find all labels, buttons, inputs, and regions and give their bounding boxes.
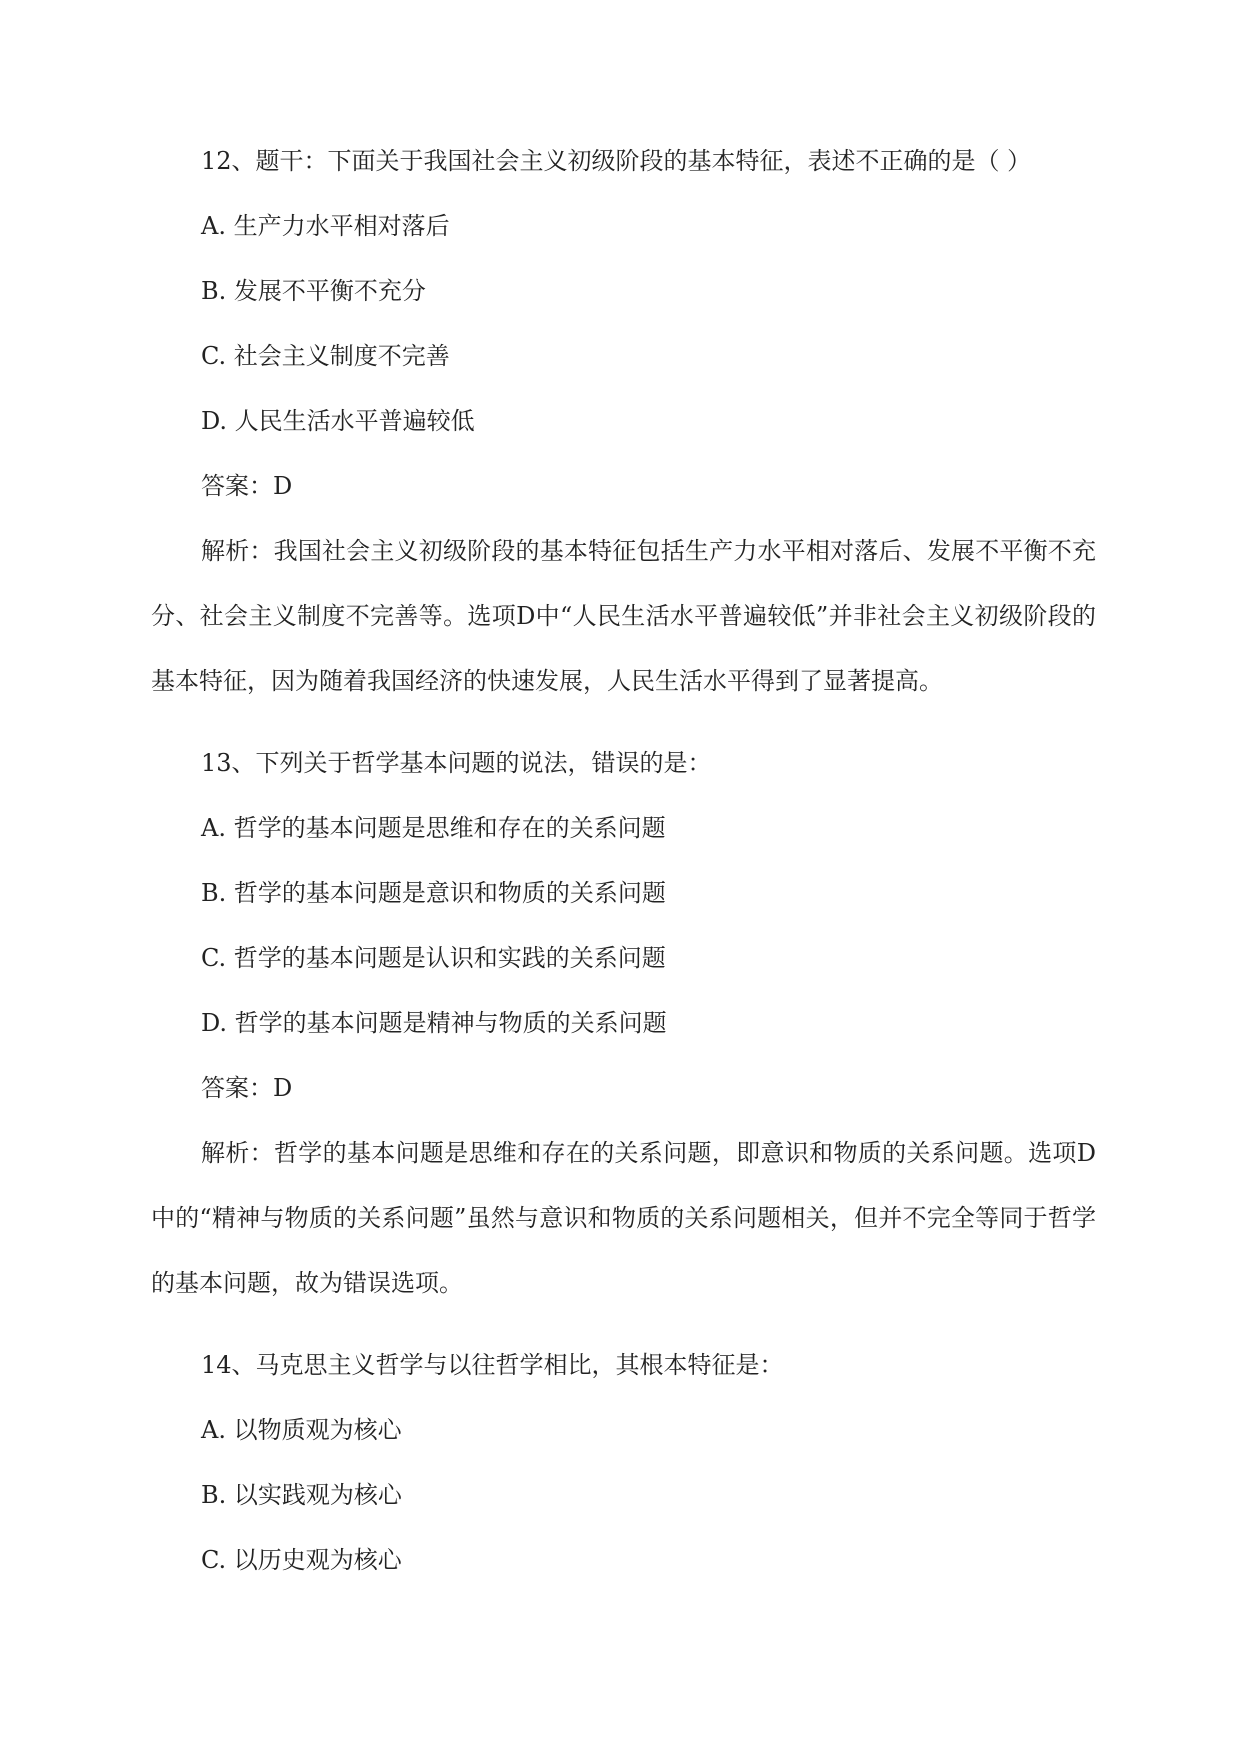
answer: 答案：D (201, 1074, 293, 1102)
question-12 (151, 145, 1096, 714)
explanation (151, 519, 1096, 714)
option-d: D. 人民生活水平普遍较低 (201, 407, 475, 435)
option-c: C. 社会主义制度不完善 (201, 342, 450, 370)
option-c: C. 哲学的基本问题是认识和实践的关系问题 (201, 944, 666, 972)
question-13 (151, 747, 1096, 1316)
option-a: A. 生产力水平相对落后 (201, 212, 450, 240)
question-title: 13、下列关于哲学基本问题的说法，错误的是： (201, 749, 712, 777)
option-b: B. 发展不平衡不充分 (201, 277, 426, 305)
option-a: A. 以物质观为核心 (201, 1416, 402, 1444)
option-d: D. 哲学的基本问题是精神与物质的关系问题 (201, 1009, 667, 1037)
option-a: A. 哲学的基本问题是思维和存在的关系问题 (201, 814, 666, 842)
option-c: C. 以历史观为核心 (201, 1546, 402, 1574)
document-page (151, 145, 1096, 1609)
question-title: 14、马克思主义哲学与以往哲学相比，其根本特征是： (201, 1351, 784, 1379)
explanation (151, 1121, 1096, 1316)
option-b: B. 哲学的基本问题是意识和物质的关系问题 (201, 879, 666, 907)
question-14 (151, 1349, 1096, 1576)
explanation-text: 解析：我国社会主义初级阶段的基本特征包括生产力水平相对落后、发展不平衡不充分、社会主义制度不完善等。选项D中“人民生活水平普遍较低”并非社会主义初级阶段的基本特征，因为随着我国经济的快速发展，人民生活水平得到了显著提高。 (151, 537, 1096, 695)
explanation-text: 解析：哲学的基本问题是思维和存在的关系问题，即意识和物质的关系问题。选项D中的“精神与物质的关系问题”虽然与意识和物质的关系问题相关，但并不完全等同于哲学的基本问题，故为错误选项。 (151, 1139, 1096, 1297)
option-b: B. 以实践观为核心 (201, 1481, 402, 1509)
answer: 答案：D (201, 472, 293, 500)
question-title: 12、题干：下面关于我国社会主义初级阶段的基本特征，表述不正确的是（ ） (201, 147, 1032, 175)
